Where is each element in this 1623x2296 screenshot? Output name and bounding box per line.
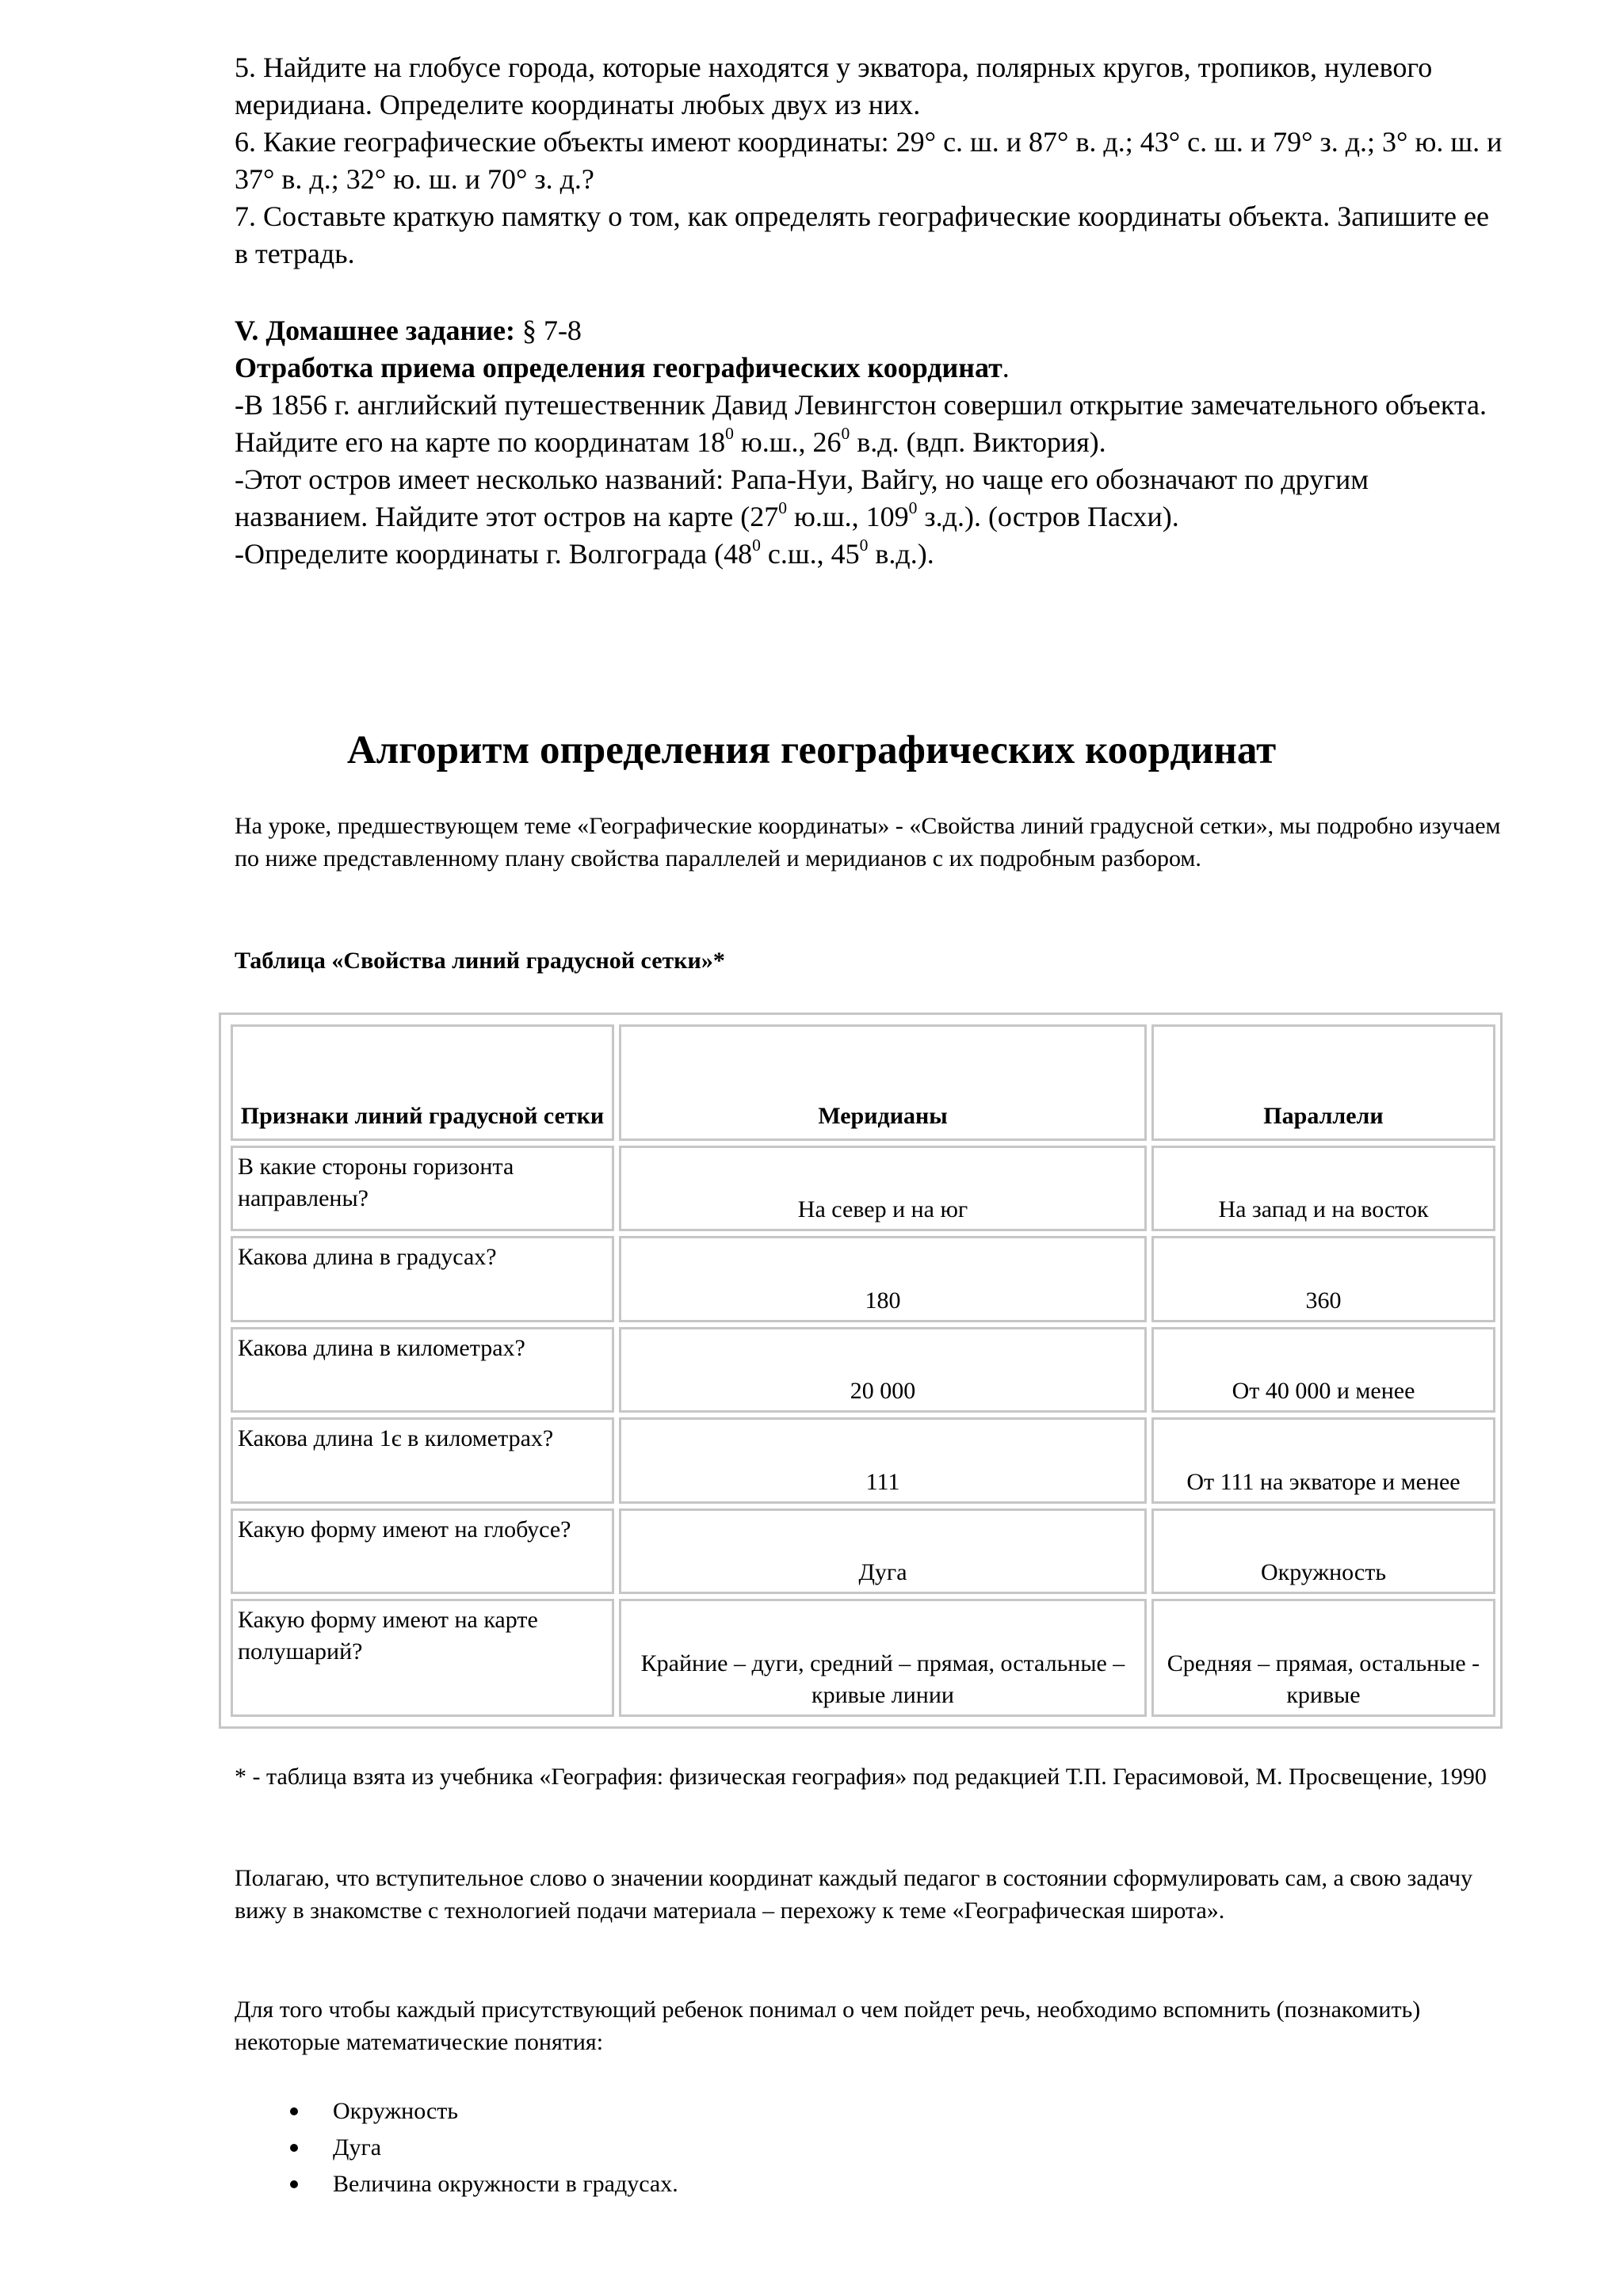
row-question: Какова длина в километрах?	[231, 1327, 614, 1413]
homework-line-3: -Этот остров имеет несколько названий: Рапа-Нуи, Вайгу, но чаще его обозначают по другим названием. Найдите этот остров на карте ($27^0$ ю.ш., $109^0$ з.д.). (остров Пасхи).	[235, 463, 1369, 532]
article-title: Алгоритм определения географических координат	[346, 728, 1277, 772]
row-question: Какую форму имеют на карте полушарий?	[231, 1599, 614, 1717]
homework-line-4: -Определите координаты г. Волгограда ($48^0$ с.ш., $45^0$ в.д.).	[235, 535, 934, 570]
header-cell: Параллели	[1151, 1024, 1495, 1141]
parallels-cell: На запад и на восток	[1151, 1146, 1495, 1232]
properties-table	[219, 1013, 1503, 1729]
bullet-icon	[290, 2144, 298, 2152]
header-cell: Меридианы	[619, 1024, 1147, 1141]
table-row	[231, 1327, 1495, 1413]
row-question: В какие стороны горизонта направлены?	[231, 1146, 614, 1232]
homework-label: V. Домашнее задание:	[235, 315, 515, 346]
degree-mark: 0	[859, 535, 869, 555]
paragraph-1: Полагаю, что вступительное слово о значении координат каждый педагог в состоянии сформулировать сам, а свою задачу вижу в знакомстве с технологией подачи материала – перехожу к теме «Географическая широта».	[235, 1865, 1473, 1924]
meridians-cell: 180	[619, 1236, 1147, 1322]
bullet-list	[235, 2093, 1503, 2203]
list-item: Величина окружности в градусах.	[235, 2166, 1503, 2203]
task-7: 7. Составьте краткую памятку о том, как определять географические координаты объекта. Запишите ее в тетрадь.	[235, 200, 1489, 269]
meridians-cell: Крайние – дуги, средний – прямая, остальные – кривые линии	[619, 1599, 1147, 1717]
meridians-cell: 111	[619, 1417, 1147, 1504]
table-row	[231, 1417, 1495, 1504]
homework-subtitle: Отработка приема определения географических координат.	[235, 352, 1010, 383]
table-row	[231, 1236, 1495, 1322]
task-6: 6. Какие географические объекты имеют координаты: 29° с. ш. и 87° в. д.; 43° с. ш. и 79° з. д.; 3° ю. ш. и 37° в. д.; 32° ю. ш. и 70° з. д.?	[235, 126, 1503, 195]
list-item: Окружность	[235, 2093, 1503, 2130]
homework-heading	[235, 312, 1503, 349]
row-question: Какова длина 1є в километрах?	[231, 1417, 614, 1504]
meridians-cell: На север и на юг	[619, 1146, 1147, 1232]
table-row	[231, 1508, 1495, 1595]
table-caption: Таблица «Свойства линий градусной сетки»*	[235, 948, 725, 974]
parallels-cell: 360	[1151, 1236, 1495, 1322]
parallels-cell: Средняя – прямая, остальные - кривые	[1151, 1599, 1495, 1717]
list-item: Дуга	[235, 2130, 1503, 2166]
table-row	[231, 1146, 1495, 1232]
footnote: * - таблица взята из учебника «География: физическая география» под редакцией Т.П. Герасимовой, М. Просвещение, 1990	[235, 1764, 1487, 1790]
homework-block	[235, 312, 1503, 573]
meridians-cell: 20 000	[619, 1327, 1147, 1413]
homework-line-1: -В 1856 г. английский путешественник Давид Левингстон совершил открытие замечательного объекта.	[235, 389, 1487, 421]
meridians-cell: Дуга	[619, 1508, 1147, 1595]
row-question: Какова длина в градусах?	[231, 1236, 614, 1322]
header-cell: Признаки линий градусной сетки	[231, 1024, 614, 1141]
homework-line-2: Найдите его на карте по координатам $18^0$ ю.ш., $26^0$ в.д. (вдп. Виктория).	[235, 423, 1106, 458]
parallels-cell: От 111 на экваторе и менее	[1151, 1417, 1495, 1504]
intro-paragraph: На уроке, предшествующем теме «Географические координаты» - «Свойства линий градусной сетки», мы подробно изучаем по ниже представленному плану свойства параллелей и меридианов с их подробным разбором.	[235, 813, 1501, 871]
tasks-block	[235, 49, 1503, 273]
degree-mark: 0	[778, 498, 787, 517]
row-question: Какую форму имеют на глобусе?	[231, 1508, 614, 1595]
parallels-cell: От 40 000 и менее	[1151, 1327, 1495, 1413]
table-row	[231, 1599, 1495, 1717]
degree-mark: 0	[841, 423, 850, 443]
homework-section: § 7-8	[514, 315, 582, 346]
bullet-icon	[290, 2180, 298, 2188]
homework-subtitle-text: Отработка приема определения географических координат	[235, 352, 1002, 383]
parallels-cell: Окружность	[1151, 1508, 1495, 1595]
task-5: 5. Найдите на глобусе города, которые находятся у экватора, полярных кругов, тропиков, нулевого меридиана. Определите координаты любых двух из них.	[235, 51, 1433, 120]
degree-mark: 0	[908, 498, 918, 517]
paragraph-2: Для того чтобы каждый присутствующий ребенок понимал о чем пойдет речь, необходимо вспомнить (познакомить) некоторые математические понятия:	[235, 1997, 1421, 2055]
bullet-icon	[290, 2107, 298, 2115]
degree-mark: 0	[752, 535, 761, 555]
table-header-row	[231, 1024, 1495, 1141]
degree-mark: 0	[725, 423, 734, 443]
